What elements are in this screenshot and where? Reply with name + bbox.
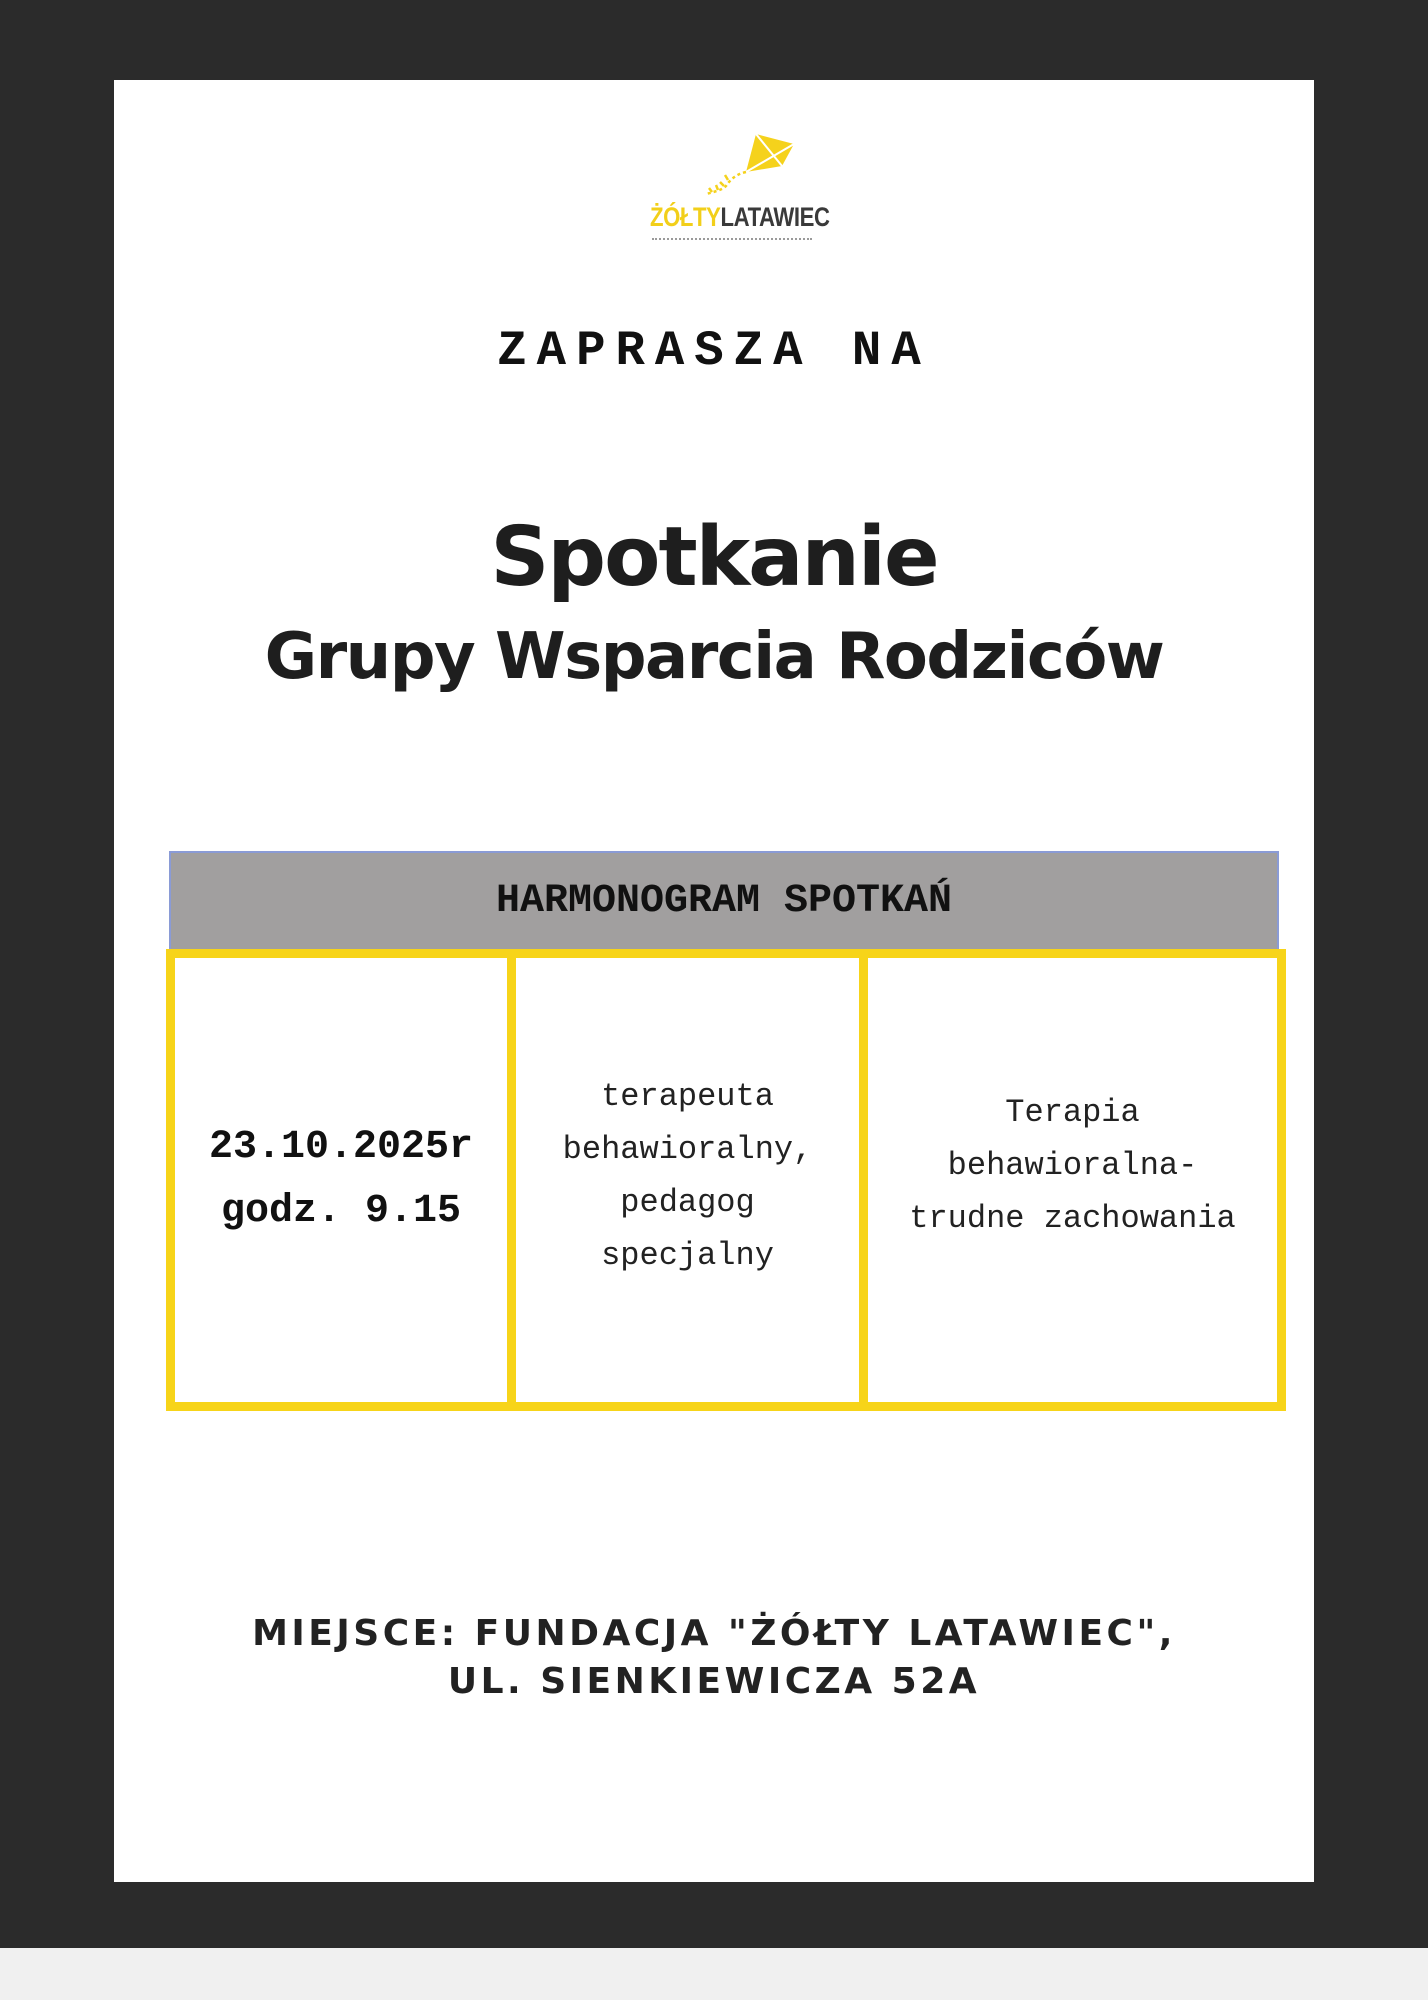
schedule-table [166,949,1286,1411]
schedule-date-cell [175,958,516,1402]
topic-line: behawioralna- [947,1146,1198,1184]
schedule-topic-cell [868,958,1277,1402]
schedule-date: 23.10.2025r [208,1125,474,1170]
logo [632,128,832,238]
location-info [114,1610,1314,1706]
logo-wordmark [650,202,830,233]
location-line-1: MIEJSCE: FUNDACJA "ŻÓŁTY LATAWIEC", [252,1613,1176,1654]
schedule-speaker-cell [516,958,868,1402]
event-subtitle: Grupy Wsparcia Rodziców [264,620,1164,694]
speaker-line: terapeuta [601,1078,774,1115]
bottom-strip [0,1948,1428,2000]
speaker-line: pedagog [620,1184,755,1221]
logo-word-yellow: ŻÓŁTY [650,202,721,232]
invite-heading: ZAPRASZA NA [497,323,931,379]
schedule-time: godz. 9.15 [220,1189,462,1234]
speaker-line: behawioralny, [562,1131,813,1168]
logo-underline [652,238,812,240]
speaker-line: specjalny [601,1237,774,1274]
poster-page [114,80,1314,1882]
event-title: Spotkanie [490,510,938,605]
schedule-header: HARMONOGRAM SPOTKAŃ [169,851,1279,949]
topic-line: trudne zachowania [909,1199,1236,1237]
location-line-2: UL. SIENKIEWICZA 52A [447,1661,981,1702]
kite-icon [684,128,804,202]
topic-line: Terapia [1005,1093,1140,1131]
logo-word-dark: LATAWIEC [720,202,830,232]
